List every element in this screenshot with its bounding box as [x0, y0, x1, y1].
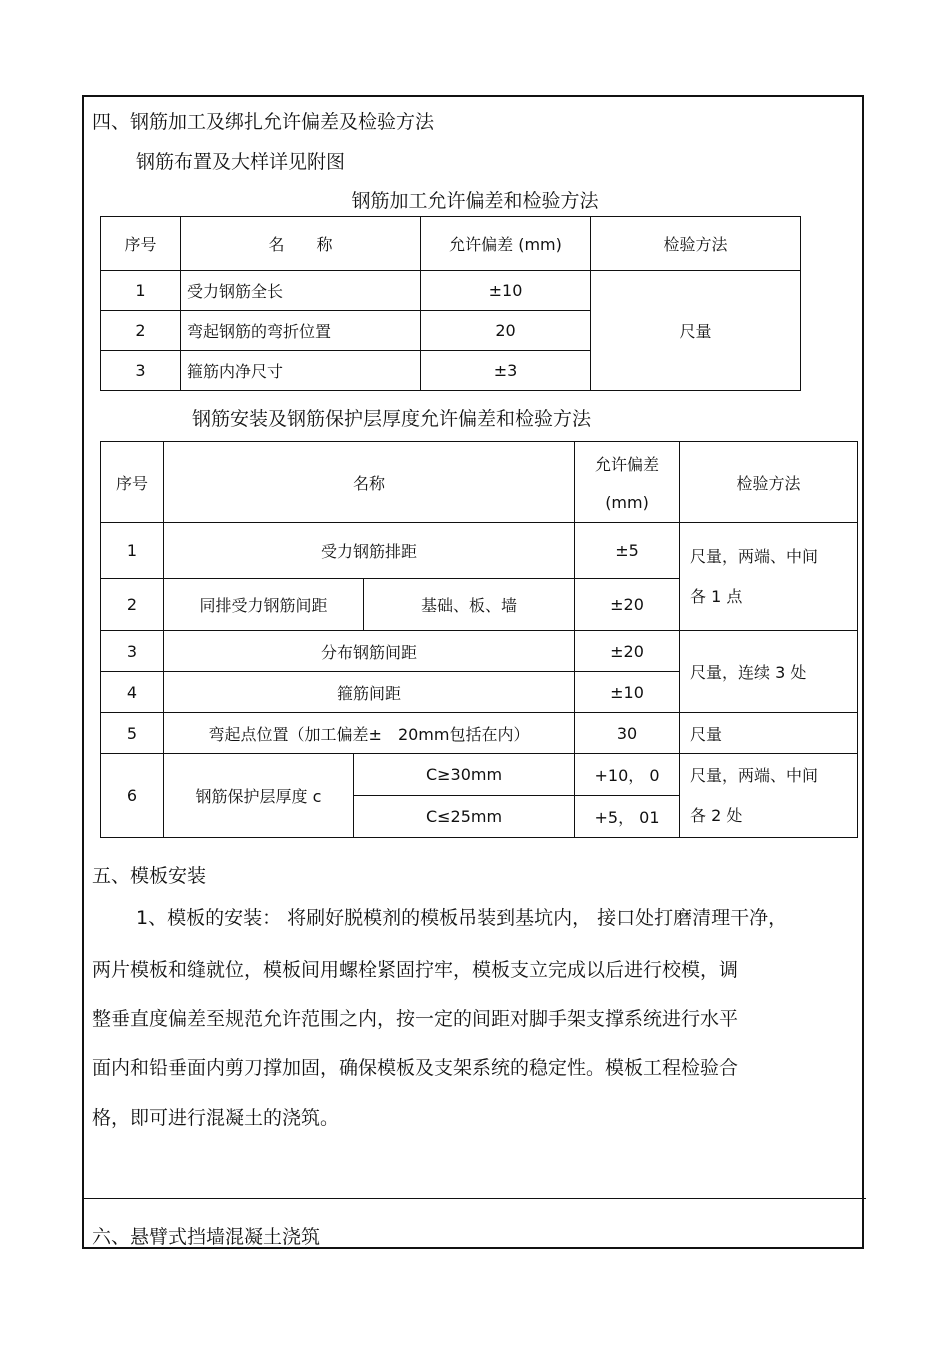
- table-row: [101, 271, 801, 311]
- inspection-method-line2: 各 2 处: [690, 805, 743, 825]
- tolerance: ±5: [575, 523, 680, 579]
- table2-header-method: 检验方法: [680, 442, 858, 523]
- section5-paragraph-line: 两片模板和缝就位，模板间用螺栓紧固拧牢，模板支立完成以后进行校模，调: [92, 959, 739, 981]
- item-name: 受力钢筋全长: [181, 271, 421, 311]
- tolerance: +5， 01: [575, 796, 680, 838]
- item-name: 弯起点位置（加工偏差± 20mm包括在内）: [164, 713, 575, 754]
- inspection-method-line1: 尺量，两端、中间: [690, 765, 819, 785]
- item-name: 弯起钢筋的弯折位置: [181, 311, 421, 351]
- inspection-method: 尺量，连续 3 处: [680, 631, 858, 713]
- table1-header-name: 名 称: [181, 217, 421, 271]
- section6-heading: 六、悬臂式挡墙混凝土浇筑: [92, 1226, 321, 1248]
- table-row: [101, 631, 858, 672]
- inspection-method-line1: 尺量，两端、中间: [690, 546, 819, 566]
- item-name: 箍筋间距: [164, 672, 575, 713]
- item-name: 分布钢筋间距: [164, 631, 575, 672]
- tolerance: 30: [575, 713, 680, 754]
- row-number: 5: [101, 713, 164, 754]
- table-row: [101, 754, 858, 796]
- inspection-method: 尺量: [680, 713, 858, 754]
- item-name: 钢筋保护层厚度 c: [164, 754, 354, 838]
- table1-title: 钢筋加工允许偏差和检验方法: [351, 190, 599, 212]
- row-number: 1: [101, 523, 164, 579]
- section5-paragraph-line: 整垂直度偏差至规范允许范围之内，按一定的间距对脚手架支撑系统进行水平: [92, 1008, 739, 1030]
- table2-header-tol: [575, 442, 680, 523]
- tolerance: ±3: [421, 351, 591, 391]
- section5-paragraph-line: 格，即可进行混凝土的浇筑。: [92, 1107, 340, 1129]
- item-name: 受力钢筋排距: [164, 523, 575, 579]
- table2: [100, 441, 858, 838]
- tolerance: ±20: [575, 631, 680, 672]
- section4-subnote: 钢筋布置及大样详见附图: [136, 151, 346, 173]
- row-number: 2: [101, 579, 164, 631]
- table1-header-tol: 允许偏差 (mm): [421, 217, 591, 271]
- item-subcategory: C≥30mm: [354, 754, 575, 796]
- inspection-method: [680, 754, 858, 838]
- inspection-method: [680, 523, 858, 631]
- table2-header-row: [101, 442, 858, 523]
- table-row: [101, 713, 858, 754]
- item-subcategory: 基础、板、墙: [364, 579, 575, 631]
- table1-header-no: 序号: [101, 217, 181, 271]
- item-name: 箍筋内净尺寸: [181, 351, 421, 391]
- tolerance: ±10: [421, 271, 591, 311]
- row-number: 3: [101, 351, 181, 391]
- tolerance: 20: [421, 311, 591, 351]
- section5-paragraph-line: 面内和铅垂面内剪刀撑加固，确保模板及支架系统的稳定性。模板工程检验合: [92, 1057, 739, 1079]
- row-number: 1: [101, 271, 181, 311]
- table2-header-name: 名称: [164, 442, 575, 523]
- table2-title: 钢筋安装及钢筋保护层厚度允许偏差和检验方法: [192, 408, 592, 430]
- row-number: 3: [101, 631, 164, 672]
- item-name: 同排受力钢筋间距: [164, 579, 364, 631]
- table-row: [101, 523, 858, 579]
- tolerance: ±20: [575, 579, 680, 631]
- tolerance: +10， 0: [575, 754, 680, 796]
- section5-paragraph-line: 1、模板的安装： 将刷好脱模剂的模板吊装到基坑内， 接口处打磨清理干净，: [136, 907, 788, 929]
- row-number: 2: [101, 311, 181, 351]
- table2-header-no: 序号: [101, 442, 164, 523]
- item-subcategory: C≤25mm: [354, 796, 575, 838]
- row-number: 6: [101, 754, 164, 838]
- row-number: 4: [101, 672, 164, 713]
- section-divider: [82, 1198, 866, 1199]
- inspection-method-line2: 各 1 点: [690, 586, 743, 606]
- inspection-method: 尺量: [591, 271, 801, 391]
- table2-header-tol-line2: (mm): [605, 493, 649, 512]
- section5-heading: 五、模板安装: [92, 865, 207, 887]
- table2-header-tol-line1: 允许偏差: [595, 455, 660, 474]
- tolerance: ±10: [575, 672, 680, 713]
- table1-header-row: [101, 217, 801, 271]
- section4-heading: 四、钢筋加工及绑扎允许偏差及检验方法: [92, 111, 435, 133]
- table1-header-method: 检验方法: [591, 217, 801, 271]
- table1: [100, 216, 801, 391]
